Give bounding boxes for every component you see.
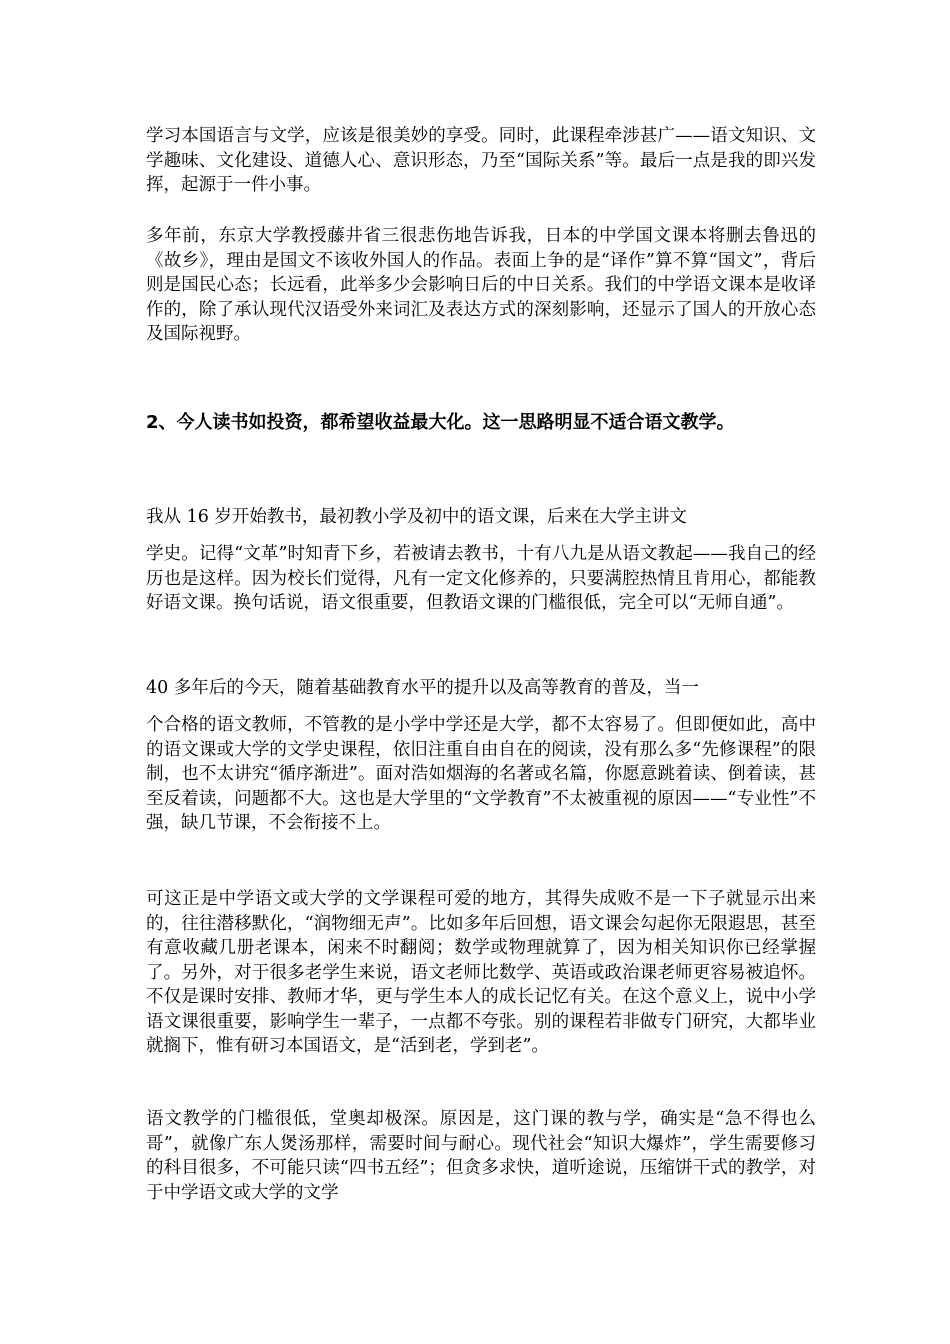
paragraph-teaching-experience: 学史。记得“文革”时知青下乡，若被请去教书，十有八九是从语文教起——我自己的经历也是这样。因为校长们觉得，凡有一定文化修养的，只要满腔热情且肯用心，都能教好语文课。换句话说，语文很重要，但教语文课的门槛很低，完全可以“无师自通”。	[146, 544, 816, 613]
paragraph-forty-years: 个合格的语文教师，不管教的是小学中学还是大学，都不太容易了。但即便如此，高中的语文课或大学的文学史课程，依旧注重自由自在的阅读，没有那么多“先修课程”的限制，也不太讲究“循序渐进”。面对浩如烟海的名著或名篇，你愿意跳着读、倒着读，甚至反着读，问题都不大。这也是大学里的“文学教育”不太被重视的原因——“专业性”不强，缺几节课，不会衔接不上。	[146, 715, 816, 833]
paragraph-line: 我从 16 岁开始教书，最初教小学及初中的语文课，后来在大学主讲文	[146, 507, 687, 527]
paragraph-forty-years-first-line	[146, 676, 816, 701]
paragraph-line: 40 多年后的今天，随着基础教育水平的提升以及高等教育的普及，当一	[146, 678, 699, 698]
paragraph-language-study: 学习本国语言与文学，应该是很美妙的享受。同时，此课程牵涉甚广——语文知识、文学趣味、文化建设、道德人心、意识形态，乃至“国际关系”等。最后一点是我的即兴发挥，起源于一件小事。	[146, 126, 816, 195]
paragraph-threshold-depth: 语文教学的门槛很低，堂奥却极深。原因是，这门课的教与学，确实是“急不得也么哥”，就像广东人煲汤那样，需要时间与耐心。现代社会“知识大爆炸”，学生需要修习的科目很多，不可能只读“四书五经”；但贪多求快，道听途说，压缩饼干式的教学，对于中学语文或大学的文学	[146, 1109, 816, 1203]
section-heading-2: 2、今人读书如投资，都希望收益最大化。这一思路明显不适合语文教学。	[146, 412, 735, 433]
paragraph-gushi-anecdote: 多年前，东京大学教授藤井省三很悲伤地告诉我，日本的中学国文课本将删去鲁迅的《故乡》，理由是国文不该收外国人的作品。表面上争的是“译作”算不算“国文”，背后则是国民心态；长远看，此举多少会影响日后的中日关系。我们的中学语文课本是收译作的，除了承认现代汉语受外来词汇及表达方式的深刻影响，还显示了国人的开放心态及国际视野。	[146, 226, 816, 344]
paragraph-teaching-experience-first-line	[146, 505, 816, 530]
paragraph-course-charm: 可这正是中学语文或大学的文学课程可爱的地方，其得失成败不是一下子就显示出来的，往往潜移默化，“润物细无声”。比如多年后回想，语文课会勾起你无限遐思，甚至有意收藏几册老课本，闲来不时翻阅；数学或物理就算了，因为相关知识你已经掌握了。另外，对于很多老学生来说，语文老师比数学、英语或政治课老师更容易被追怀。不仅是课时安排、教师才华，更与学生本人的成长记忆有关。在这个意义上，说中小学语文课很重要，影响学生一辈子，一点都不夸张。别的课程若非做专门研究，大都毕业就搁下，惟有研习本国语文，是“活到老，学到老”。	[146, 889, 816, 1056]
